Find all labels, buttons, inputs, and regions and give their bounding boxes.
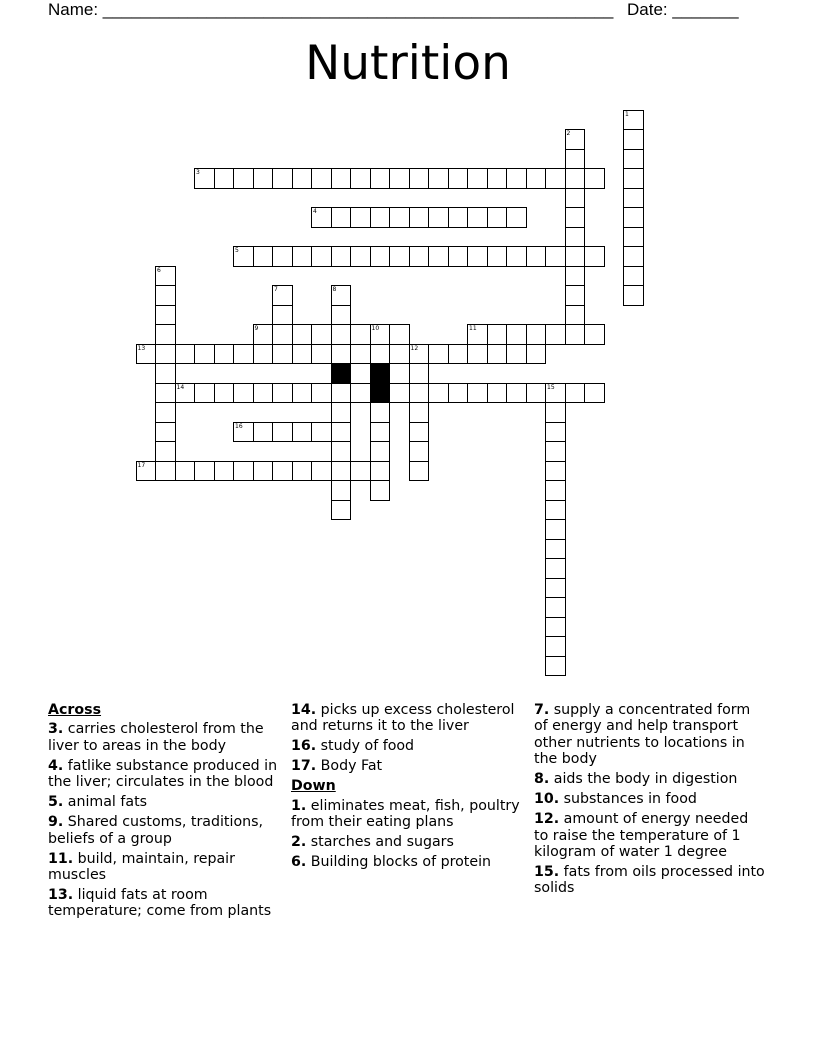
- answer-square[interactable]: [487, 383, 508, 404]
- answer-square[interactable]: [545, 558, 566, 579]
- page-title: Nutrition: [305, 36, 511, 91]
- answer-square[interactable]: [565, 188, 586, 209]
- answer-square[interactable]: [272, 324, 293, 345]
- answer-square[interactable]: [253, 422, 274, 443]
- answer-square[interactable]: [272, 422, 293, 443]
- answer-square[interactable]: [214, 344, 235, 365]
- answer-square[interactable]: [350, 344, 371, 365]
- clue-number: 4: [313, 208, 317, 215]
- clue-number-label: 6.: [291, 854, 307, 871]
- answer-square[interactable]: [155, 422, 176, 443]
- answer-square[interactable]: [175, 344, 196, 365]
- answer-square[interactable]: [214, 383, 235, 404]
- clue-number: 1: [625, 110, 629, 118]
- across-clue: [291, 758, 523, 774]
- answer-square[interactable]: [370, 246, 391, 267]
- answer-square[interactable]: [467, 168, 488, 189]
- across-clue: [291, 738, 523, 754]
- answer-square[interactable]: [428, 207, 449, 228]
- answer-square[interactable]: [233, 344, 254, 365]
- clue-number: 15: [547, 383, 555, 391]
- answer-square[interactable]: [292, 383, 313, 404]
- answer-square[interactable]: [370, 441, 391, 462]
- across-clue: [48, 794, 280, 810]
- answer-square[interactable]: [292, 168, 313, 189]
- answer-square[interactable]: [389, 383, 410, 404]
- clue-number: 2: [566, 130, 571, 137]
- clue-number-label: 17.: [291, 758, 317, 775]
- date-field-label: Date: _______: [627, 0, 739, 19]
- answer-square[interactable]: [214, 461, 235, 482]
- clue-text: starches and sugars: [310, 834, 454, 851]
- answer-square[interactable]: [370, 422, 391, 443]
- answer-square[interactable]: [584, 383, 605, 404]
- answer-square[interactable]: [155, 363, 176, 384]
- clue-number: 3: [196, 169, 200, 176]
- answer-square[interactable]: [545, 597, 566, 618]
- black-square: [370, 383, 391, 404]
- clue-text: Building blocks of protein: [310, 854, 492, 871]
- black-square: [370, 363, 391, 384]
- answer-square[interactable]: [233, 383, 254, 404]
- answer-square[interactable]: [233, 246, 254, 267]
- answer-square[interactable]: [253, 168, 274, 189]
- clue-number-label: 7.: [534, 702, 550, 718]
- answer-square[interactable]: [272, 305, 293, 326]
- answer-square[interactable]: [467, 383, 488, 404]
- answer-square[interactable]: [565, 168, 586, 189]
- answer-square[interactable]: [292, 344, 313, 365]
- answer-square[interactable]: [545, 578, 566, 599]
- answer-square[interactable]: [331, 305, 352, 326]
- clue-text: build, maintain, repair muscles: [48, 850, 235, 884]
- answer-square[interactable]: [233, 461, 254, 482]
- answer-square[interactable]: [545, 402, 566, 423]
- answer-square[interactable]: [487, 207, 508, 228]
- answer-square[interactable]: [253, 383, 274, 404]
- across-clue: [48, 758, 280, 791]
- answer-square[interactable]: [155, 383, 176, 404]
- answer-square[interactable]: [623, 266, 644, 287]
- answer-square[interactable]: [155, 266, 176, 287]
- clue-text: amount of energy needed to raise the temperature of 1 kilogram of water 1 degree: [534, 811, 749, 861]
- answer-square[interactable]: [545, 617, 566, 638]
- name-field-label: Name: ______________________________________________________: [48, 0, 614, 19]
- answer-square[interactable]: [584, 168, 605, 189]
- answer-square[interactable]: [409, 246, 430, 267]
- clue-text: Shared customs, traditions, beliefs of a group: [48, 814, 264, 847]
- clues-column-1: [48, 702, 280, 923]
- answer-square[interactable]: [506, 383, 527, 404]
- clue-text: animal fats: [67, 794, 148, 811]
- answer-square[interactable]: [370, 168, 391, 189]
- answer-square[interactable]: [623, 207, 644, 228]
- answer-square[interactable]: [467, 207, 488, 228]
- clue-number-label: 10.: [534, 791, 560, 808]
- answer-square[interactable]: [272, 168, 293, 189]
- answer-square[interactable]: [545, 383, 566, 404]
- answer-square[interactable]: [331, 383, 352, 404]
- clue-text: fatlike substance produced in the liver; circulates in the blood: [48, 757, 278, 791]
- clue-text: fats from oils processed into solids: [534, 864, 765, 897]
- answer-square[interactable]: [155, 285, 176, 306]
- answer-square[interactable]: [623, 188, 644, 209]
- clue-number: 16: [235, 422, 243, 430]
- answer-square[interactable]: [506, 207, 527, 228]
- clue-number-label: 14.: [291, 702, 317, 718]
- answer-square[interactable]: [194, 168, 215, 189]
- answer-square[interactable]: [506, 344, 527, 365]
- clue-number: 12: [410, 344, 419, 352]
- clue-text: picks up excess cholesterol and returns it to the liver: [291, 702, 515, 735]
- clue-number: 10: [371, 325, 380, 332]
- answer-square[interactable]: [526, 168, 547, 189]
- answer-square[interactable]: [370, 461, 391, 482]
- answer-square[interactable]: [545, 422, 566, 443]
- clue-number-label: 9.: [48, 814, 64, 831]
- answer-square[interactable]: [565, 383, 586, 404]
- answer-square[interactable]: [545, 441, 566, 462]
- clue-text: eliminates meat, fish, poultry from their eating plans: [291, 797, 520, 831]
- answer-square[interactable]: [331, 285, 352, 306]
- clue-text: carries cholesterol from the liver to areas in the body: [48, 721, 264, 754]
- clue-text: substances in food: [563, 791, 697, 808]
- answer-square[interactable]: [584, 246, 605, 267]
- answer-square[interactable]: [292, 246, 313, 267]
- across-clue: [48, 851, 280, 884]
- answer-square[interactable]: [409, 168, 430, 189]
- clue-number-label: 8.: [534, 771, 550, 788]
- answer-square[interactable]: [389, 344, 410, 365]
- answer-square[interactable]: [428, 383, 449, 404]
- answer-square[interactable]: [311, 383, 332, 404]
- answer-square[interactable]: [194, 344, 215, 365]
- answer-square[interactable]: [545, 480, 566, 501]
- answer-square[interactable]: [545, 500, 566, 521]
- answer-square[interactable]: [565, 266, 586, 287]
- answer-square[interactable]: [623, 227, 644, 248]
- clue-number: 9: [254, 325, 259, 332]
- clues-column-2: [291, 702, 523, 874]
- answer-square[interactable]: [623, 246, 644, 267]
- answer-square[interactable]: [487, 324, 508, 345]
- answer-square[interactable]: [194, 383, 215, 404]
- clue-number-label: 11.: [48, 850, 74, 867]
- clue-number-label: 12.: [534, 811, 560, 828]
- answer-square[interactable]: [448, 207, 469, 228]
- answer-square[interactable]: [331, 422, 352, 443]
- clue-number-label: 5.: [48, 794, 64, 811]
- answer-square[interactable]: [545, 519, 566, 540]
- answer-square[interactable]: [253, 461, 274, 482]
- clue-number-label: 15.: [534, 864, 560, 881]
- down-clue: [291, 834, 523, 850]
- answer-square[interactable]: [175, 383, 196, 404]
- down-clue: [534, 791, 766, 807]
- clue-number: 8: [332, 286, 337, 293]
- answer-square[interactable]: [311, 461, 332, 482]
- answer-square[interactable]: [370, 344, 391, 365]
- answer-square[interactable]: [467, 246, 488, 267]
- answer-square[interactable]: [311, 168, 332, 189]
- answer-square[interactable]: [155, 461, 176, 482]
- answer-square[interactable]: [272, 461, 293, 482]
- answer-square[interactable]: [545, 246, 566, 267]
- answer-square[interactable]: [526, 344, 547, 365]
- clue-text: study of food: [320, 738, 415, 755]
- answer-square[interactable]: [623, 129, 644, 150]
- answer-square[interactable]: [623, 168, 644, 189]
- answer-square[interactable]: [448, 168, 469, 189]
- answer-square[interactable]: [292, 324, 313, 345]
- answer-square[interactable]: [545, 539, 566, 560]
- answer-square[interactable]: [272, 285, 293, 306]
- answer-square[interactable]: [350, 246, 371, 267]
- answer-square[interactable]: [331, 500, 352, 521]
- across-clue: [48, 721, 280, 754]
- answer-square[interactable]: [311, 207, 332, 228]
- answer-square[interactable]: [565, 207, 586, 228]
- clue-number: 13: [137, 344, 146, 352]
- answer-square[interactable]: [467, 344, 488, 365]
- answer-square[interactable]: [350, 168, 371, 189]
- answer-square[interactable]: [565, 324, 586, 345]
- answer-square[interactable]: [389, 168, 410, 189]
- answer-square[interactable]: [448, 246, 469, 267]
- answer-square[interactable]: [545, 461, 566, 482]
- answer-square[interactable]: [155, 402, 176, 423]
- answer-square[interactable]: [233, 422, 254, 443]
- answer-square[interactable]: [155, 441, 176, 462]
- clue-number: 6: [157, 266, 161, 274]
- answer-square[interactable]: [311, 324, 332, 345]
- clues-column-3: [534, 702, 766, 900]
- answer-square[interactable]: [584, 324, 605, 345]
- answer-square[interactable]: [623, 285, 644, 306]
- answer-square[interactable]: [389, 324, 410, 345]
- answer-square[interactable]: [331, 324, 352, 345]
- answer-square[interactable]: [565, 305, 586, 326]
- answer-square[interactable]: [272, 344, 293, 365]
- answer-square[interactable]: [350, 461, 371, 482]
- black-square: [331, 363, 352, 384]
- answer-square[interactable]: [428, 246, 449, 267]
- answer-square[interactable]: [389, 207, 410, 228]
- answer-square[interactable]: [565, 129, 586, 150]
- answer-square[interactable]: [331, 402, 352, 423]
- answer-square[interactable]: [233, 168, 254, 189]
- answer-square[interactable]: [545, 636, 566, 657]
- across-clue: [291, 702, 523, 735]
- answer-square[interactable]: [331, 441, 352, 462]
- answer-square[interactable]: [350, 207, 371, 228]
- answer-square[interactable]: [136, 461, 157, 482]
- answer-square[interactable]: [487, 246, 508, 267]
- answer-square[interactable]: [409, 461, 430, 482]
- answer-square[interactable]: [331, 344, 352, 365]
- answer-square[interactable]: [331, 480, 352, 501]
- answer-square[interactable]: [311, 344, 332, 365]
- clue-text: supply a concentrated form of energy and help transport other nutrients to locations in the body: [534, 702, 751, 768]
- answer-square[interactable]: [545, 168, 566, 189]
- answer-square[interactable]: [331, 168, 352, 189]
- answer-square[interactable]: [253, 344, 274, 365]
- clue-number: 14: [176, 383, 185, 391]
- answer-square[interactable]: [409, 207, 430, 228]
- down-clue: [534, 702, 766, 768]
- answer-square[interactable]: [526, 383, 547, 404]
- clue-number-label: 16.: [291, 738, 317, 755]
- clue-text: Body Fat: [320, 758, 383, 775]
- answer-square[interactable]: [370, 480, 391, 501]
- answer-square[interactable]: [370, 324, 391, 345]
- answer-square[interactable]: [545, 656, 566, 677]
- answer-square[interactable]: [350, 324, 371, 345]
- clue-number-label: 13.: [48, 887, 74, 904]
- down-clue: [291, 798, 523, 831]
- answer-square[interactable]: [506, 324, 527, 345]
- answer-square[interactable]: [565, 149, 586, 170]
- clue-number: 5: [235, 247, 239, 254]
- answer-square[interactable]: [526, 324, 547, 345]
- answer-square[interactable]: [155, 344, 176, 365]
- across-heading: Across: [48, 702, 102, 718]
- answer-square[interactable]: [409, 422, 430, 443]
- clue-number: 17: [137, 461, 146, 469]
- answer-square[interactable]: [311, 422, 332, 443]
- answer-square[interactable]: [272, 246, 293, 267]
- answer-square[interactable]: [214, 168, 235, 189]
- answer-square[interactable]: [448, 344, 469, 365]
- down-clue: [291, 854, 523, 870]
- answer-square[interactable]: [506, 168, 527, 189]
- answer-square[interactable]: [467, 324, 488, 345]
- answer-square[interactable]: [370, 402, 391, 423]
- answer-square[interactable]: [292, 422, 313, 443]
- clue-number: 11: [469, 325, 477, 332]
- answer-square[interactable]: [428, 344, 449, 365]
- answer-square[interactable]: [409, 344, 430, 365]
- answer-square[interactable]: [428, 168, 449, 189]
- answer-square[interactable]: [136, 344, 157, 365]
- answer-square[interactable]: [526, 246, 547, 267]
- answer-square[interactable]: [565, 246, 586, 267]
- answer-square[interactable]: [350, 383, 371, 404]
- answer-square[interactable]: [623, 149, 644, 170]
- answer-square[interactable]: [331, 246, 352, 267]
- answer-square[interactable]: [253, 246, 274, 267]
- down-heading: Down: [291, 778, 336, 795]
- answer-square[interactable]: [565, 285, 586, 306]
- clue-number-label: 1.: [291, 797, 307, 814]
- across-clue: [48, 814, 280, 847]
- clue-number: 7: [274, 286, 278, 293]
- across-clue: [48, 887, 280, 920]
- answer-square[interactable]: [448, 383, 469, 404]
- down-clue: [534, 864, 766, 897]
- answer-square[interactable]: [155, 324, 176, 345]
- answer-square[interactable]: [487, 344, 508, 365]
- clue-text: liquid fats at room temperature; come from plants: [48, 887, 272, 920]
- answer-square[interactable]: [565, 227, 586, 248]
- clue-number-label: 2.: [291, 834, 307, 851]
- answer-square[interactable]: [545, 324, 566, 345]
- answer-square[interactable]: [175, 461, 196, 482]
- answer-square[interactable]: [506, 246, 527, 267]
- down-clue: [534, 811, 766, 860]
- clue-text: aids the body in digestion: [553, 771, 738, 788]
- answer-square[interactable]: [409, 441, 430, 462]
- answer-square[interactable]: [331, 461, 352, 482]
- answer-square[interactable]: [370, 207, 391, 228]
- clue-number-label: 3.: [48, 721, 64, 738]
- answer-square[interactable]: [623, 110, 644, 131]
- answer-square[interactable]: [487, 168, 508, 189]
- answer-square[interactable]: [253, 324, 274, 345]
- answer-square[interactable]: [292, 461, 313, 482]
- answer-square[interactable]: [272, 383, 293, 404]
- answer-square[interactable]: [331, 207, 352, 228]
- answer-square[interactable]: [155, 305, 176, 326]
- answer-square[interactable]: [389, 246, 410, 267]
- down-clue: [534, 771, 766, 787]
- answer-square[interactable]: [409, 402, 430, 423]
- answer-square[interactable]: [311, 246, 332, 267]
- answer-square[interactable]: [409, 363, 430, 384]
- clue-number-label: 4.: [48, 757, 64, 774]
- answer-square[interactable]: [194, 461, 215, 482]
- answer-square[interactable]: [409, 383, 430, 404]
